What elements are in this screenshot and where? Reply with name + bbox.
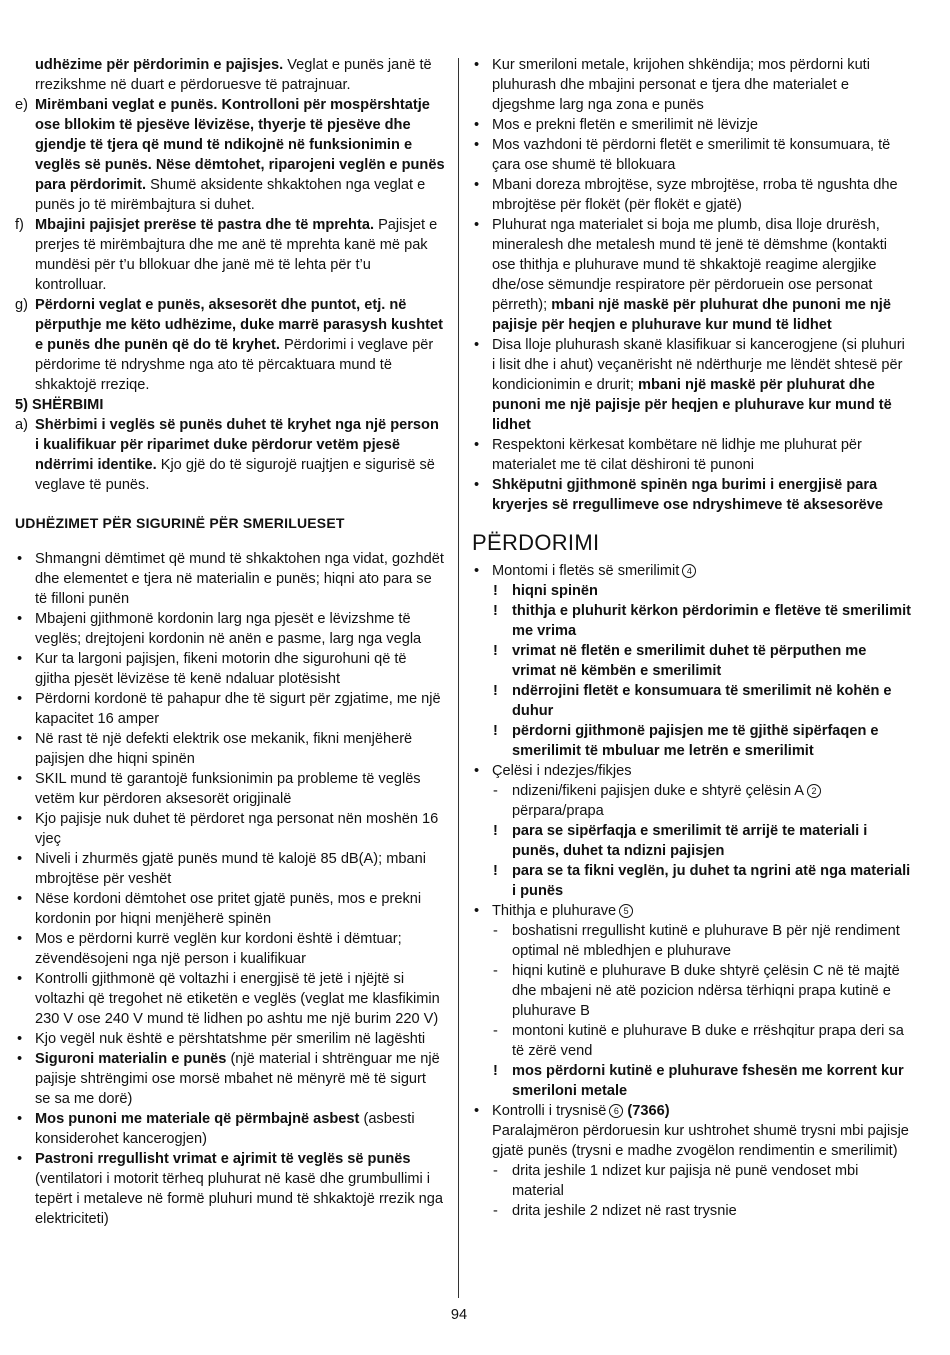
section-heading-safety: UDHËZIMET PËR SIGURINË PËR SMERILUESET [15,515,345,531]
bold-text: mbani një maskë për pluhurat dhe punoni me një pajisje për heqjen e pluhurave kur mund të lidhet [492,377,892,433]
warning-marker: ! [493,1063,498,1079]
bullet-item [15,1049,445,1109]
safety-bullet-list [15,549,445,1229]
bullet-marker: • [474,177,480,193]
instruction-text: drita jeshile 1 ndizet kur pajisja në punë vendoset mbi material [512,1163,859,1199]
warning-note [472,601,912,641]
bullet-marker: • [17,811,23,827]
body-text: Kjo pajisje nuk duhet të përdoret nga personat nën moshën 16 vjeç [35,811,439,847]
bullet-item [15,969,445,1029]
figure-reference: 5 [619,904,633,918]
warning-marker: ! [493,683,498,699]
warning-note [472,821,912,861]
body-text: (ventilatori i motorit tërheq pluhurat në kasë dhe grumbullimi i tepërt i metaleve në formë pluhuri mund të shkaktojë rrezik nga elektriciteti) [35,1171,444,1227]
dash-marker: - [493,1023,498,1039]
item-label: Kontrolli i trysnisë [492,1103,607,1119]
instruction-text: drita jeshile 2 ndizet në rast trysnie [512,1203,737,1219]
safety-bullet-list-continued [472,55,912,515]
bullet-item [472,175,912,215]
instruction-text-tail: përpara/prapa [512,803,604,819]
bullet-marker: • [474,217,480,233]
body-text: (asbesti konsiderohet kancerogjen) [35,1111,415,1147]
warning-note [472,721,912,761]
dust-instructions [472,921,912,1061]
body-text: Mos e prekni fletën e smerilimit në lëvizje [492,117,759,133]
switch-notes [472,821,912,901]
bullet-marker: • [17,611,23,627]
bullet-marker: • [17,1111,23,1127]
body-text: Kjo vegël nuk është e përshtatshme për smerilim në lagështi [35,1031,426,1047]
item-marker: a) [15,417,28,433]
figure-reference: 2 [807,784,821,798]
body-text: Kjo gjë do të sigurojë ruajtjen e sigurisë së veglave të punës. [35,457,435,493]
dust-warning [472,1061,912,1101]
warning-note [472,641,912,681]
warning-marker: ! [493,723,498,739]
bullet-item [15,609,445,649]
bullet-marker: • [17,771,23,787]
item-marker: f) [15,217,24,233]
warning-marker: ! [493,643,498,659]
model-number: (7366) [627,1103,670,1119]
warning-text: përdorni gjithmonë pajisjen me të gjithë sipërfaqen e smerilimit të mbuluar me letrën e smerilimit [512,723,879,759]
column-divider [458,58,459,1298]
bullet-marker: • [17,1151,23,1167]
body-text: Kur ta largoni pajisjen, fikeni motorin dhe sigurohuni që të gjitha pjesët lëvizëse të kenë ndaluar plotësisht [35,651,407,687]
section-title-service: 5) SHËRBIMI [15,397,104,413]
body-text: Pajisjet e prerjes të mirëmbajtura dhe me anë të mprehta kanë më pak mundësi për t’u bllokuar dhe janë më të lehta për t’u kontrolluar. [35,217,438,293]
body-text: Nëse kordoni dëmtohet ose pritet gjatë punës, mos e prekni kordonin por hiqni menjëherë spinën [35,891,422,927]
bullet-item [15,729,445,769]
body-text: Niveli i zhurmës gjatë punës mund të kalojë 85 dB(A); mbani mbrojtëse për veshët [35,851,426,887]
right-column [472,55,912,1221]
dash-item [472,1201,912,1221]
list-item-f [15,215,445,295]
bullet-item [472,475,912,515]
bullet-marker: • [17,851,23,867]
dash-item [472,1021,912,1061]
bullet-marker: • [474,903,480,919]
dash-item [472,921,912,961]
bullet-marker: • [474,337,480,353]
item-label: Montomi i fletës së smerilimit [492,563,680,579]
list-item-e [15,95,445,215]
bold-text: udhëzime për përdorimin e pajisjes. [35,57,284,73]
bullet-item [15,1149,445,1229]
body-text: Kontrolli gjithmonë që voltazhi i energjisë të jetë i njëjtë si voltazhi që tregohet në etiketën e veglës (veglat me klasfikimin 230 V ose 240 V mund të lidhen po ashtu me një burim 220 V) [35,971,440,1027]
body-text: Veglat e punës janë të rrezikshme në duart e përdoruesve të patrajnuar. [35,57,432,93]
bold-text: Shërbimi i veglës së punës duhet të kryhet nga një person i kualifikuar për riparimet duke përdorur vetëm pjesë ndërrimi identike. [35,417,439,473]
body-text: (një material i shtrënguar me një pajisje shtrëngimi ose morsë mbahet në mënyrë më të sigurt se sa me dorë) [35,1051,440,1107]
warning-text: vrimat në fletën e smerilimit duhet të përputhen me vrimat në këmbën e smerilimit [512,643,867,679]
left-column [15,55,445,1229]
bullet-marker: • [17,971,23,987]
body-text: Mos vazhdoni të përdorni fletët e smerilimit të konsumuara, të çara ose shumë të bllokuara [492,137,891,173]
item-label: Thithja e pluhurave [492,903,617,919]
bold-text: Mirëmbani veglat e punës. Kontrolloni për mospërshtatje ose bllokim të pjesëve lëvizëse, thyerje të pjesëve dhe gjendje të tjera që mund të ndikojnë në funksionimin e veglës së punës. Nëse dëmtohet, riparojeni veglën e punës para përdorimit. [35,97,445,193]
warning-marker: ! [493,863,498,879]
bullet-item [15,689,445,729]
instruction-text: boshatisni rregullisht kutinë e pluhurave B për një rendiment optimal në mbledhjen e pluhurave [512,923,900,959]
bullet-item [472,115,912,135]
switch-instruction [472,781,912,821]
dash-marker: - [493,783,498,799]
figure-reference: 6 [609,1104,623,1118]
bullet-marker: • [17,1051,23,1067]
bold-text: Siguroni materialin e punës [35,1051,227,1067]
bullet-marker: • [17,891,23,907]
dash-item [472,1161,912,1201]
bullet-marker: • [17,731,23,747]
figure-reference: 4 [682,564,696,578]
bullet-marker: • [474,1103,480,1119]
body-text: Disa lloje pluhurash skanë klasifikuar si kancerogjene (si pluhuri i lisit dhe i ahut) veçanërisht në ndërthurje me lëndët shtesë për kondicionimin e drurit; [492,337,905,393]
warning-marker: ! [493,603,498,619]
continued-paragraph [15,55,445,95]
warning-text: para se sipërfaqja e smerilimit të arrijë te materiali i punës, duhet ta ndizni pajisjen [512,823,868,859]
body-text: Respektoni kërkesat kombëtare në lidhje me pluhurat për materialet me të cilat dëshironi të punoni [492,437,862,473]
bullet-item [15,1029,445,1049]
dash-marker: - [493,1203,498,1219]
bullet-item [15,849,445,889]
bullet-marker: • [474,57,480,73]
bold-text: mbani një maskë për pluhurat dhe punoni me një pajisje për heqjen e pluhurave kur mund të lidhet [492,297,891,333]
warning-note [472,581,912,601]
bullet-marker: • [17,551,23,567]
bullet-item [472,215,912,335]
bullet-marker: • [474,563,480,579]
bullet-marker: • [474,763,480,779]
usage-item-dust [472,901,912,921]
bullet-marker: • [17,691,23,707]
body-text: Pluhurat nga materialet si boja me plumb, disa lloje drurësh, mineralesh dhe metalesh mund të jenë të dëmshme (kontakti ose thithja e pluhurave mund të shkaktojë reagime alergjike dhe/ose sëmundje respiratore për përdoruein ose personat përreth); [492,217,888,313]
pressure-instructions [472,1161,912,1221]
page-number: 94 [450,1307,468,1323]
body-text: Shmangni dëmtimet që mund të shkaktohen nga vidat, gozhdët dhe elementet e tjera në materialin e punës; hiqni ato para se të filloni punën [35,551,444,607]
bullet-marker: • [17,651,23,667]
bullet-marker: • [474,437,480,453]
bullet-item [15,929,445,969]
bullet-marker: • [474,137,480,153]
body-text: Mbajeni gjithmonë kordonin larg nga pjesët e lëvizshme të veglës; drejtojeni kordonin në anën e pasme, larg nga vegla [35,611,422,647]
bullet-item [472,435,912,475]
bullet-item [15,889,445,929]
instruction-text: montoni kutinë e pluhurave B duke e rrëshqitur prapa deri sa të zërë vend [512,1023,904,1059]
warning-text: hiqni spinën [512,583,598,599]
warning-text: para se ta fikni veglën, ju duhet ta ngrini atë nga materiali i punës [512,863,911,899]
body-text: Mbani doreza mbrojtëse, syze mbrojtëse, rroba të ngushta dhe mbrojtëse për flokët (për flokët e gjatë) [492,177,898,213]
bullet-marker: • [474,117,480,133]
list-item-a [15,415,445,495]
body-text: SKIL mund të garantojë funksionimin pa probleme të veglës vetëm kur përdoren aksesorët origjinalë [35,771,421,807]
item-label: Çelësi i ndezjes/fikjes [492,763,632,779]
bullet-item [15,649,445,689]
body-text: Në rast të një defekti elektrik ose mekanik, fikni menjëherë pajisjen dhe hiqni spinën [35,731,413,767]
item-marker: e) [15,97,28,113]
bold-text: Mos punoni me materiale që përmbajnë asbest [35,1111,360,1127]
pressure-description: Paralajmëron përdoruesin kur ushtrohet shumë trysni mbi pajisje gjatë punës (trysni e madhe zvogëlon rendimentin e smerilimit) [492,1123,909,1159]
dash-marker: - [493,963,498,979]
bold-text: Pastroni rregullisht vrimat e ajrimit të veglës së punës [35,1151,411,1167]
body-text: Përdorni kordonë të pahapur dhe të sigurt për zgjatime, me një kapacitet 16 amper [35,691,441,727]
bullet-item [472,135,912,175]
section-heading-usage: PËRDORIMI [472,530,600,555]
warning-note [472,681,912,721]
warning-marker: ! [493,583,498,599]
bullet-marker: • [17,1031,23,1047]
usage-item-switch [472,761,912,781]
list-item-g [15,295,445,395]
dash-marker: - [493,1163,498,1179]
bullet-item [15,1109,445,1149]
bullet-item [15,549,445,609]
instruction-text: ndizeni/fikeni pajisjen duke e shtyrë çelësin A [512,783,805,799]
body-text: Shumë aksidente shkaktohen nga veglat e punës jo të mirëmbajtura si duhet. [35,177,426,213]
warning-text: thithja e pluhurit kërkon përdorimin e fletëve të smerilimit me vrima [512,603,911,639]
bold-text: Shkëputni gjithmonë spinën nga burimi i energjisë para kryerjes së rregullimeve ose ndryshimeve të aksesorëve [492,477,884,513]
dash-marker: - [493,923,498,939]
warning-note [472,861,912,901]
usage-item-pressure [472,1101,912,1121]
warning-text: ndërrojini fletët e konsumuara të smerilimit në kohën e duhur [512,683,892,719]
bullet-item [15,809,445,849]
body-text: Përdorimi i veglave për përdorime të ndryshme nga ato të përcaktuara mund të shkaktojë rreziqe. [35,337,434,393]
instruction-text: hiqni kutinë e pluhurave B duke shtyrë çelësin C në të majtë dhe mbajeni në atë pozicion ndërsa tërhiqni prapa kutinë e pluhurave B [512,963,900,1019]
bullet-marker: • [17,931,23,947]
item-marker: g) [15,297,28,313]
dash-item [472,961,912,1021]
bold-text: Përdorni veglat e punës, aksesorët dhe puntot, etj. në përputhje me këto udhëzime, duke marrë parasysh kushtet e punës dhe punën që do të kryhet. [35,297,443,353]
warning-text: mos përdorni kutinë e pluhurave fshesën me korrent kur smeriloni metale [512,1063,904,1099]
bullet-item [15,769,445,809]
bullet-marker: • [474,477,480,493]
mounting-notes [472,581,912,761]
warning-marker: ! [493,823,498,839]
bold-text: Mbajini pajisjet prerëse të pastra dhe të mprehta. [35,217,375,233]
bullet-item [472,55,912,115]
bullet-item [472,335,912,435]
body-text: Kur smeriloni metale, krijohen shkëndija; mos përdorni kuti pluhurash dhe mbajini personat e tjera dhe materialet e djegshme larg nga zona e punës [492,57,870,113]
body-text: Mos e përdorni kurrë veglën kur kordoni është i dëmtuar; zëvendësojeni nga një person i kualifikuar [35,931,402,967]
usage-item-mounting [472,561,912,581]
